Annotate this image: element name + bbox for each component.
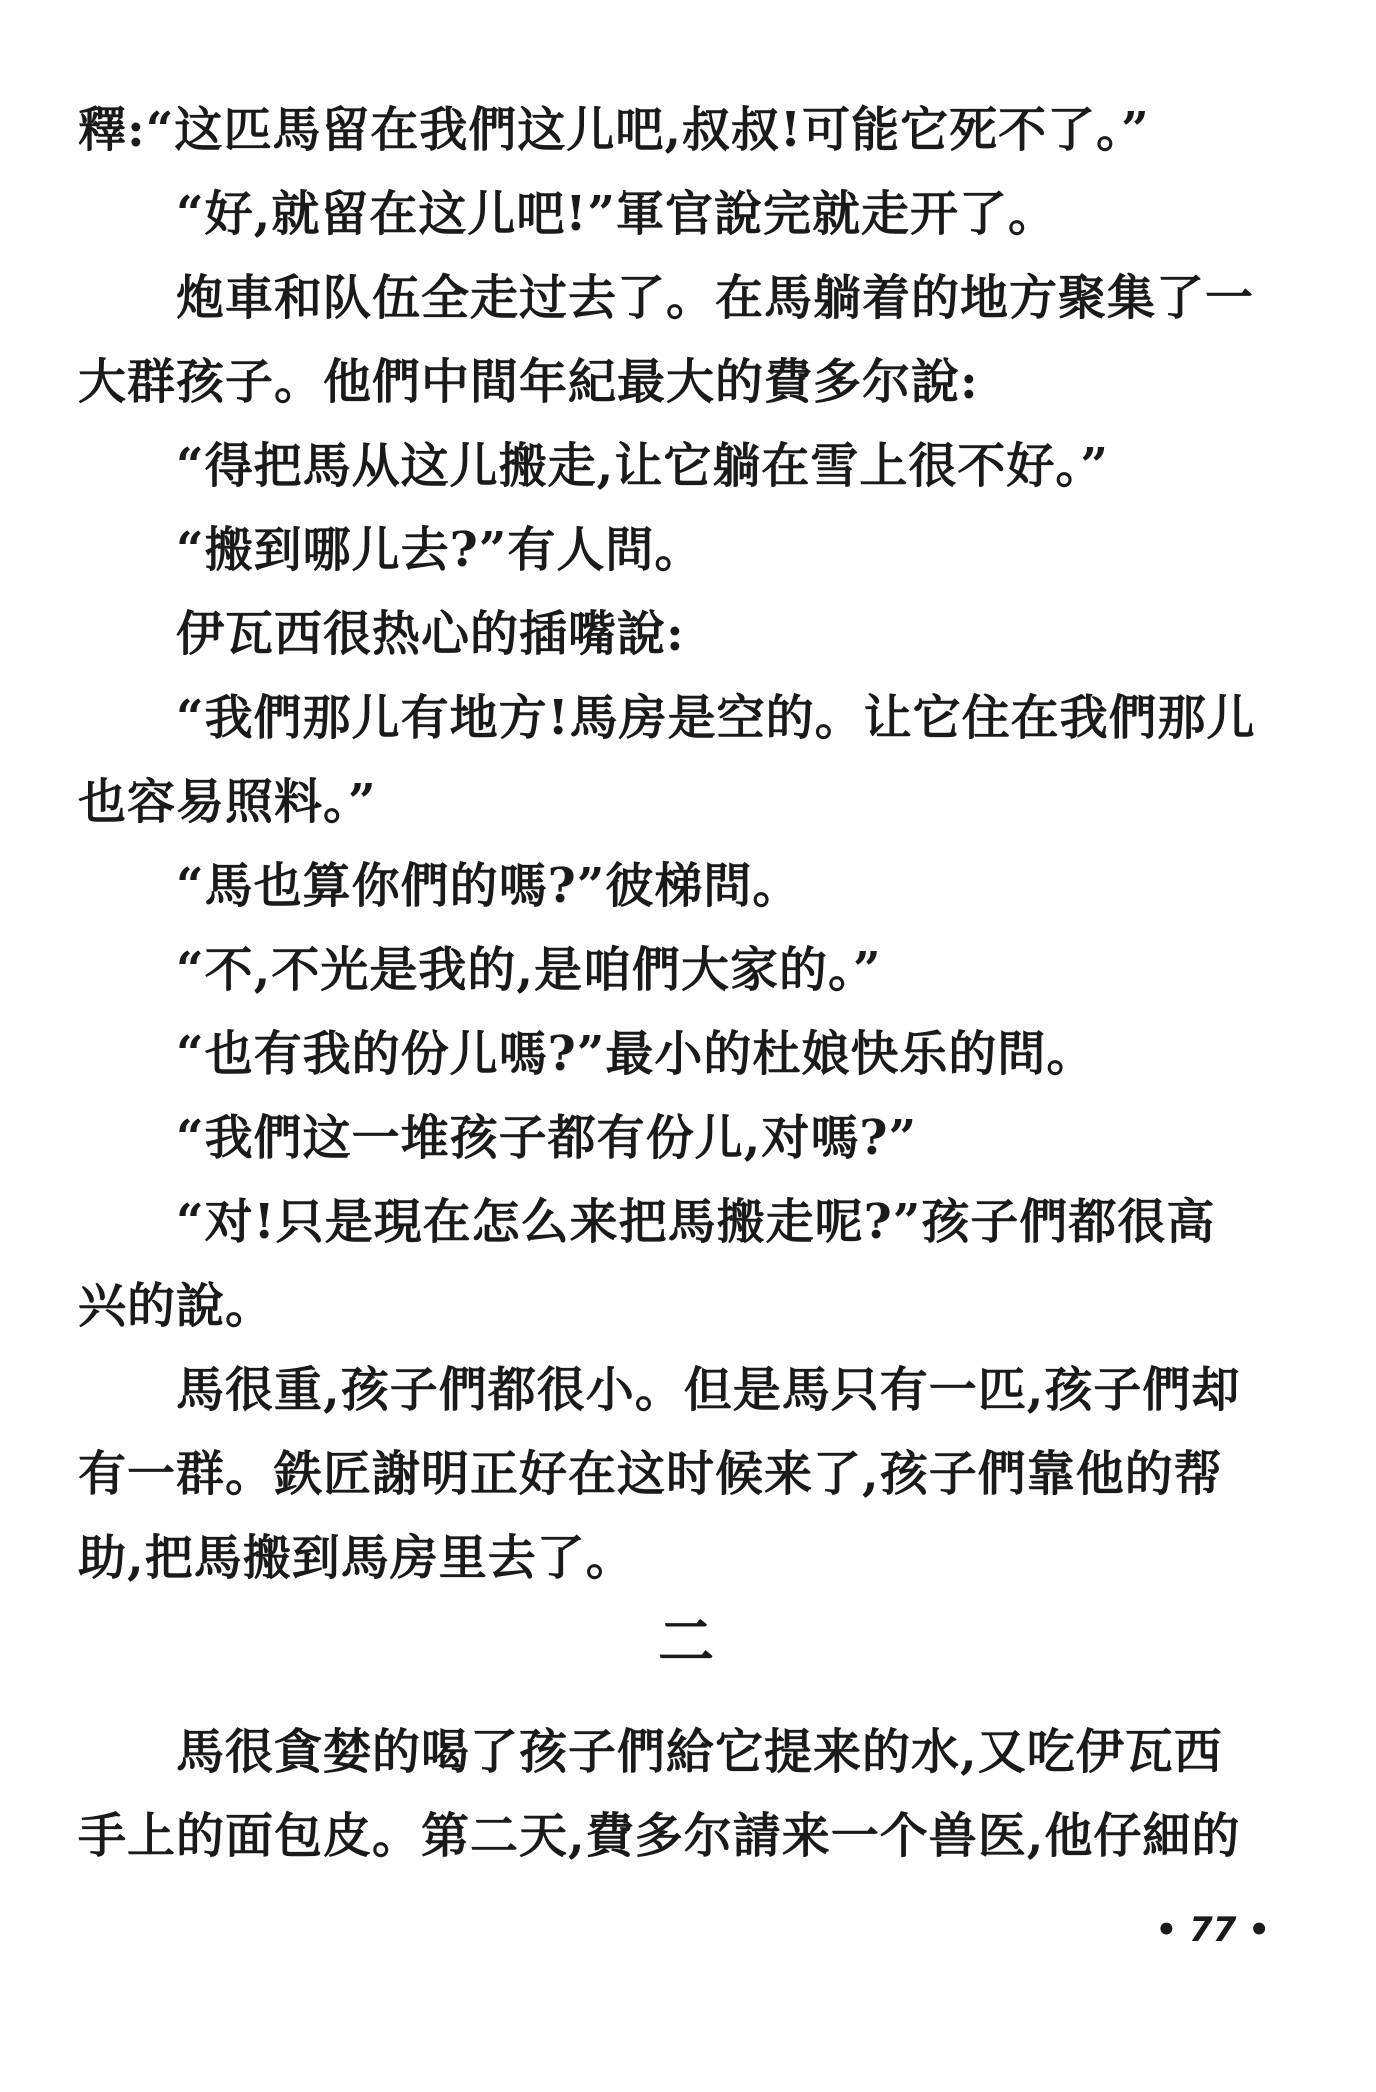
text-line-17: 有一群。鉄匠謝明正好在这时候来了,孩子們靠他的帮 [78, 1446, 1223, 1502]
text-line-5: “得把馬从这儿搬走,让它躺在雪上很不好。” [176, 438, 1109, 494]
text-line-6: “搬到哪儿去?”有人問。 [176, 522, 704, 578]
text-line-20: 手上的面包皮。第二天,費多尔請来一个兽医,他仔細的 [78, 1808, 1241, 1864]
section-heading: 二 [658, 1609, 714, 1675]
text-line-3: 炮車和队伍全走过去了。在馬躺着的地方聚集了一 [176, 270, 1255, 326]
text-line-4: 大群孩子。他們中間年紀最大的費多尔說: [78, 354, 979, 410]
text-line-19: 馬很貪婪的喝了孩子們給它提来的水,又吃伊瓦西 [176, 1724, 1223, 1780]
text-line-10: “馬也算你們的嗎?”彼梯問。 [176, 858, 802, 914]
text-line-9: 也容易照料。” [78, 774, 377, 830]
text-line-2: “好,就留在这儿吧!”軍官說完就走开了。 [176, 186, 1058, 242]
text-line-12: “也有我的份儿嗎?”最小的杜娘快乐的問。 [176, 1026, 1096, 1082]
text-line-15: 兴的說。 [78, 1278, 275, 1334]
text-line-7: 伊瓦西很热心的插嘴說: [176, 606, 685, 662]
text-line-11: “不,不光是我的,是咱們大家的。” [176, 942, 882, 998]
text-line-8: “我們那儿有地方!馬房是空的。让它住在我們那儿 [176, 690, 1256, 746]
text-line-13: “我們这一堆孩子都有份儿,对嗎?” [176, 1110, 918, 1166]
text-line-14: “对!只是現在怎么来把馬搬走呢?”孩子們都很高 [176, 1194, 1216, 1250]
text-line-1: 釋:“这匹馬留在我們这儿吧,叔叔!可能它死不了。” [78, 102, 1150, 158]
page-number: • 77 • [1155, 1910, 1270, 1950]
text-line-18: 助,把馬搬到馬房里去了。 [78, 1530, 635, 1586]
text-line-16: 馬很重,孩子們都很小。但是馬只有一匹,孩子們却 [176, 1362, 1241, 1418]
